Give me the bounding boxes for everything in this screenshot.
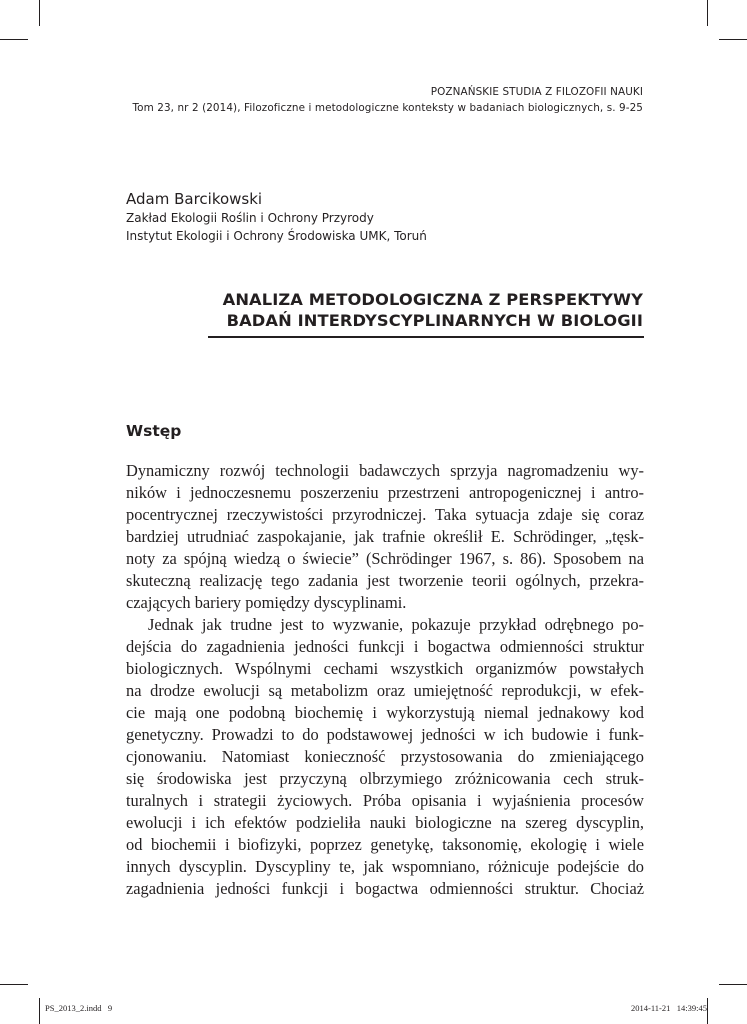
text-line: Dynamiczny rozwój technologii badawczych sprzyja nagromadzeniu wy- — [126, 461, 644, 480]
section-heading: Wstęp — [126, 422, 182, 440]
crop-mark-bottom-left-h — [0, 984, 28, 985]
crop-mark-top-right-h — [719, 39, 747, 40]
body-text — [126, 460, 644, 900]
text-line: genetyczny. Prowadzi to do podstawowej jedności w ich budowie i funk- — [126, 725, 644, 744]
article-title-line-2: BADAŃ INTERDYSCYPLINARNYCH W BIOLOGII — [226, 311, 643, 330]
journal-header — [133, 84, 644, 116]
text-line: czających bariery pomiędzy dyscyplinami. — [126, 593, 407, 612]
article-title-line-1: ANALIZA METODOLOGICZNA Z PERSPEKTYWY — [222, 290, 643, 309]
text-line: dejścia do zagadnienia jedności funkcji i bogactwa odmienności struktur — [126, 637, 644, 656]
article-title — [223, 289, 643, 331]
author-name: Adam Barcikowski — [126, 190, 263, 208]
text-line: noty za spójną wiedzą o świecie” (Schrödinger 1967, s. 86). Sposobem na — [126, 549, 644, 568]
text-line: na drodze ewolucji są metabolizm oraz umiejętność reprodukcji, w efek- — [126, 681, 644, 700]
paragraph-1 — [126, 460, 644, 614]
footer-timestamp: 2014-11-21 14:39:45 — [631, 1003, 707, 1013]
text-line: pocentrycznej rzeczywistości przyrodniczej. Taka sytuacja zdaje się coraz — [126, 505, 644, 524]
author-affiliation-1: Zakład Ekologii Roślin i Ochrony Przyrody — [126, 211, 374, 225]
crop-mark-top-left-h — [0, 39, 28, 40]
text-line: od biochemii i biofizyki, poprzez genetykę, taksonomię, ekologię i wiele — [126, 835, 644, 854]
journal-issue: Tom 23, nr 2 (2014), Filozoficzne i metodologiczne konteksty w badaniach biologicznych, s. 9-25 — [132, 102, 643, 114]
paragraph-2 — [126, 614, 644, 900]
author-affiliation-2: Instytut Ekologii i Ochrony Środowiska UMK, Toruń — [126, 229, 427, 243]
crop-mark-top-left — [39, 0, 40, 26]
text-line: cie mają one podobną biochemię i wykorzystują niemal jednakowy kod — [126, 703, 644, 722]
crop-mark-top-right — [707, 0, 708, 26]
text-line: Jednak jak trudne jest to wyzwanie, pokazuje przykład odrębnego po- — [148, 615, 644, 634]
crop-mark-bottom-right — [707, 998, 708, 1024]
text-line: zagadnienia jedności funkcji i bogactwa odmienności struktur. Chociaż — [126, 879, 644, 898]
text-line: biologicznych. Wspólnymi cechami wszystkich organizmów powstałych — [126, 659, 644, 678]
text-line: cjonowaniu. Natomiast konieczność przystosowania do zmieniającego — [126, 747, 644, 766]
crop-mark-bottom-left — [39, 998, 40, 1024]
text-line: się środowiska jest przyczyną olbrzymiego zróżnicowania cech struk- — [126, 769, 644, 788]
text-line: ników i jednoczesnemu poszerzeniu przestrzeni antropogenicznej i antro- — [126, 483, 644, 502]
journal-name: POZNAŃSKIE STUDIA Z FILOZOFII NAUKI — [430, 86, 643, 98]
text-line: innych dyscyplin. Dyscypliny te, jak wspomniano, różnicuje podejście do — [126, 857, 644, 876]
footer-file: PS_2013_2.indd 9 — [45, 1003, 113, 1013]
title-underline — [208, 336, 644, 338]
author-block — [126, 189, 427, 245]
text-line: skuteczną realizację tego zadania jest tworzenie teorii ogólnych, przekra- — [126, 571, 644, 590]
text-line: turalnych i strategii życiowych. Próba opisania i wyjaśnienia procesów — [126, 791, 644, 810]
text-line: bardziej utrudniać zaspokajanie, jak trafnie określił E. Schrödinger, „tęsk- — [126, 527, 644, 546]
text-line: ewolucji i ich efektów podzieliła nauki biologiczne na szereg dyscyplin, — [126, 813, 644, 832]
crop-mark-bottom-right-h — [719, 984, 747, 985]
